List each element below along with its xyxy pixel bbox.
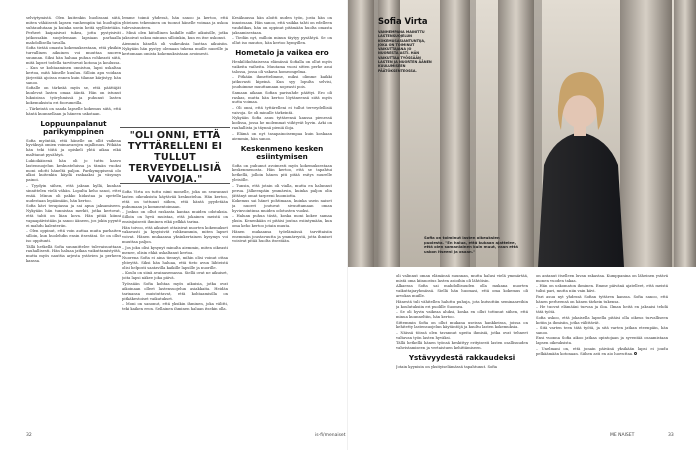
paragraph: Nykyään Sofia asuu tyttärensä kanssa pienessä kodissa, jossa he molemmat viihtyvät hyvin. Arki on rauhallista ja täynnä pieniä iloja.	[232, 116, 332, 131]
paragraph: – Tärkeintä on saada lapselle kokemus siitä, että häntä kuunnellaan ja häneen uskotaan.	[26, 106, 121, 116]
paragraph: Henkilökohtaisessa elämässä Sofialla on ollut myös vaikeita vaiheita. Muutama vuosi sitten perhe asui talossa, jossa oli vakava homeongelma.	[232, 60, 332, 74]
paragraph: Samaan aikaan Sofian parisuhde päättyi. Ero oli raskas, mutta hän kertoo löytäneensä siitä myös uutta voimaa.	[232, 90, 332, 105]
paragraph: – Se oli hyvin vaikeaa aluksi, koska en ollut tottunut siihen, että minua kuunneltiin, hän kertoo.	[396, 310, 528, 320]
paragraph: Sofialle on tärkeää myös se, että päättäjät kuulevat lasten omaa ääntä. Hän on istunut lukuisissa työryhmissä ja puhunut lasten kokemuksista eri foorumeilla.	[26, 86, 121, 106]
paragraph: Pari asuu nyt yhdessä Sofian tyttären kanssa. Sofia sanoo, että hänen perheensä on hänen tärkein tukensa.	[536, 294, 668, 304]
paragraph: Sittemmin Sofia on ollut mukana useissa hankkeissa, joissa on kehitetty lastensuojelun käytäntöjä ja kuultu lasten kokemuksia.	[396, 320, 528, 330]
col1-top-paragraphs	[26, 16, 121, 117]
article-column-1	[26, 16, 121, 428]
paragraph: Alkaessa Sofia sai mahdollisuuden olla mukana nuorten vaikuttajaryhmässä. Siellä hän huomasi, että oma kokemus oli arvokas muille.	[396, 284, 528, 299]
paragraph: – Hän on uskomaton ihminen. Emme päivänä ajatelleet, että meistä tulisi pari, mutta niin vain kävi.	[536, 284, 668, 294]
paragraph: Sofia uskoo, että jokaisella lapsella pitäisi olla oikeus turvalliseen kotiin ja ihmisiin, jotka välittävät.	[536, 315, 668, 325]
end-of-article-icon	[634, 352, 637, 355]
paragraph: Ensi vuonna Sofia aikoo jatkaa opintojaan ja syventää osaamistaan lapsen oikeuksista.	[536, 336, 668, 346]
paragraph: Hänestä tuli vähitellen haluttu puhuja, jota kutsuttiin seminaareihin ja koulutuksiin eri puolille Suomea.	[396, 299, 528, 309]
paragraph: – Oli onni, että tyttärelleni ei tullut terveydellisiä vaivoja. Se oli minulle tärkeintä.	[232, 105, 332, 115]
page-number-right: 33	[668, 433, 674, 438]
paragraph: – Haluan puhua tästä, koska moni kokee samaa yksin. Kenenkään ei pitäisi joutua esiintymään, kun oma keho kertoo jotain muuta.	[232, 214, 332, 229]
paragraph: Jotain kyynisin on yksityiselämässä tapahtunut. Sofia	[396, 365, 498, 370]
paragraph: Sofia Virta on tuttu nimi monelle, joka on seurannut lasten oikeuksista käytävää keskustelua. Hän kertoo, että on tottunut siihen, että häntä pyydetään puhumaan ja kommentoimaan.	[122, 190, 228, 209]
paragraph: lemme toimii yhdessä, hän sanoo ja kertoo, että yhteinen tekeminen on tuonut hänelle voimaa ja uskoa tulevaisuuteen.	[122, 16, 228, 30]
article-column-4	[396, 274, 528, 428]
paragraph: Sofia on puhunut avoimesti myös kokemuksestaan keskenmenosta. Hän kertoo, että se tapahtui hetkellä, jolloin hänen piti pitää esitys suurelle yleisölle.	[232, 163, 332, 183]
pullquote: "OLI ONNI, ETTÄ TYTTÄRELLENI EI TULLUT TERVEYDELLISIÄ VAIVOJA."	[127, 130, 223, 185]
paragraph: Kesäkuussa hän aloitti uuden työn, josta hän on innoissaan. Hän sanoo, että vaikka tahti on edelleen vauhdikas, hän on oppinut pitämään huolta omasta jaksamisestaan.	[232, 16, 332, 35]
paragraph: selviytymistä. Olen kuitenkin huolissani siitä, miten vähäisesti lapsen vanhempiin tai huoltajiin suhtaudutaan ja kuinka usein heitä syyllistetään. Perheet kaipaisivat tukea, jotta pystyisivät jatkossakin suojelemaan lapsiaan parhaalla mahdollisella tavalla.	[26, 16, 121, 45]
paragraph: – He tuovat elämääni turvaa ja iloa. Ilman heitä en jaksaisi tehdä tätä työtä.	[536, 305, 668, 315]
paragraph: – Kun se kohtaaminen onnistuu, lapsi uskaltaa kertoa, mitä hänelle kuuluu. Silloin apu voidaan järjestää ajoissa ennen kuin tilanne kärjistyy, hän sanoo.	[26, 66, 121, 85]
paragraph: – Minä olen kiitollinen kaikille niille aikuisille, jotka jaksoivat uskoa minuun silloinkin, kun en itse uskonut.	[122, 31, 228, 41]
paragraph: Nuorena Sofia ei aina tiennyt, mihin olisi voinut ottaa yhteyttä. Siksi hän haluaa, että tieto avun lähteistä olisi helposti saatavilla kaikille lapsille ja nuorille.	[122, 256, 228, 270]
pullquote-rule-top	[120, 127, 230, 128]
paragraph: – Tiedän nyt, milloin minun täytyy pysähtyä. Se on ollut iso muutos, hän kertoo hymyillen.	[232, 36, 332, 46]
paragraph: – Näissä töissä olen tavannut upeita ihmisiä, jotka ovat tehneet valtavan työn lasten hyväksi.	[396, 330, 528, 340]
paragraph: Tällä hetkellä hänen työnsä keskittyy erityisesti lasten osallisuuden vahvistamiseen ja vertaistuen kehittämiseen.	[396, 341, 528, 351]
section-heading-friendship-love: Ystävyydestä rakkaudeksi	[408, 353, 516, 363]
paragraph: – Sitä varten teen tätä työtä, ja sitä varten jatkan eteenpäin, hän sanoo.	[536, 326, 668, 335]
section-heading-mold-house: Hometalo ja vaikea ero	[235, 48, 329, 58]
paragraph: Kokemus sai hänet pohtimaan, kuinka usein naiset ja nuoret joutuvat sivuuttamaan oman hyvinvointinsa muiden odotusten vuoksi.	[232, 199, 332, 213]
article-column-5	[536, 274, 668, 428]
paragraph: Hän toivoo, että aikuiset ottaisivat nuorten kokemukset vakavasti ja kysyisivät rohkeammin, miten lapset voivat. Hänen mukaansa yksinkertainen kysymys voi muuttaa paljon.	[122, 225, 228, 245]
section-heading-burnout: Loppuunpalanut parikymppinen	[40, 118, 107, 136]
paragraph: Lukioikäisenä hän oli jo tuttu kasvo lastensuojelun keskusteluissa ja tämän vuoksi moni odotti häneltä paljon. Parikymppisenä olo alkoi kuitenkin käydä raskaaksi ja väsymys painoi.	[26, 158, 121, 183]
page-number-left: 32	[26, 433, 32, 438]
article-column-2-bottom	[122, 190, 228, 428]
paragraph: – Elämä on nyt tasapainoisempaa kuin koskaan aiemmin, hän sanoo.	[232, 131, 332, 141]
paragraph: – Tyydyin siihen, että jaksan kyllä, kunhan sinnittelen vielä vähän. Lopulta keho sanoi, ettei enää. Minun oli pakko hidastaa ja opetella uudestaan lepäämään, hän kertoo.	[26, 183, 121, 203]
bio-name: Sofia Virta	[378, 16, 428, 26]
paragraph: Sofia myöntää, että hänelle on ollit vaikeaa hyväksyä omien voimavarojen rajallisuus. Pitkään hän teki töitä ja opiskeli yhtä aikaa eikä malttanut pysähtyä.	[26, 138, 121, 158]
photo-caption: Sofia on toiminut lasten oikeuksien puolesta. "En halua, että kukaan ajattelee, että olen samanlainen kuin muut, vaan että uskon itseeni ja osaan."	[424, 235, 518, 254]
magazine-url: is-fi/menaiset	[315, 433, 346, 438]
paragraph: Sofia tietää omasta kokemuksestaan, että yksikin turvallinen aikuinen voi muuttaa nuoren suunnan. Siksi hän haluaa puhua rohkeasti siitä, mitä lapset todella tarvitsevat kotona ja koulussa.	[26, 46, 121, 65]
paragraph: – Tunsin, että jotain oli vialla, mutta en halunnut perua. Jälkeenpäin ymmärsin, kuinka paljon olin jättänyt omat tarpeeni huomiotta.	[232, 183, 332, 198]
article-column-2-top	[122, 16, 228, 126]
paragraph: – Joskus on ollut raskasta kantaa muiden odotuksia. Silloin on hyvä muistaa, että jokainen meistä on ensisijaisesti ihminen eikä pelkkä tarina.	[122, 210, 228, 225]
paragraph	[536, 347, 668, 357]
paragraph: Aiemmin hänellä oli vaikeuksia luottaa aikuisiin. Nykyään hän pystyy olemaan tukena muille nuorille ja kertomaan omista kokemuksistaan avoimesti.	[122, 41, 228, 56]
paragraph: – Jos joku olisi kysynyt minulta aiemmin, miten oikeasti menee, olisin ehkä uskaltanut kertoa.	[122, 245, 228, 255]
paragraph: Hänen mukaansa työelämässä tarvittaisiin enemmän joustavuutta ja ymmärrystä, jotta ihmiset voisivat pitää huolta itsestään.	[232, 229, 332, 244]
paragraph: on antanut itselleen luvan rakastaa. Kumppanina on läheinen ystävä monen vuoden takaa.	[536, 274, 668, 283]
pullquote-rule-bottom	[120, 183, 230, 184]
paragraph: oli valinnut oman elämänsä suunnan, mutta halusi vielä ymmärtää, mistä oma kiinnostus lasten asioihin oli lähtöisin.	[396, 274, 528, 283]
paragraph: – Olen oppinut, että voin auttaa muita parhaiten silloin, kun huolehdin ensin itsestäni. Se on ollut iso oppitunti.	[26, 229, 121, 243]
article-column-3	[232, 16, 332, 428]
paragraph: – Moni on sanonut, että yksikin ihminen, joka välitti, teki kaiken eron. Sellainen ihminen haluan itsekin olla.	[122, 302, 228, 311]
bio-text: VANHEMPANA MAINITTU LASTENSUOJELUN KOKEMUSASIANTUNTIJA, JOKA ON TOIMINUT VAIKUTTAJANA JO NUORESTA ASTI. HÄN VAIKUTTAA TYÖSSÄÄN LASTEN JA NUORTEN ÄÄNEN KUULUMISEEN PÄÄTÖKSENTEOSSA.	[378, 30, 432, 73]
paragraph: Sofia kävi terapiassa ja sai apua jaksamiseen. Nykyään hän tunnistaa merkit, jotka kertovat, että tahti on liian kova. Hän pitää kiinni vapaapäivistään ja sanoo ääneen, jos jokin pyyntö ei mahdu kalenteriin.	[26, 204, 121, 228]
final-paragraph: – Unelmani on, että jonain päivänä yksikään lapsi ei joudu pelkäämään kotonaan. Siihen asti en aio luovuttaa.	[536, 346, 668, 356]
bio-box	[378, 16, 432, 73]
paragraph: – Koulu on siinä avainasemassa. Siellä ovat ne aikuiset, joita lapsi näkee joka päivä.	[122, 271, 228, 281]
paragraph: Työssään Sofia kohtaa myös aikuisia, jotka ovat aikoinaan olleet lastensuojelun asiakkaita. Heidän tarinansa muistuttavat, että kohtaamisilla on pitkäkestoiset vaikutukset.	[122, 281, 228, 301]
col1-bottom-paragraphs	[26, 139, 121, 265]
paragraph: – Pitkään ihmettelimme, miksi olimme kaikki jatkuvasti kipeinä. Kun syy lopulta selvisi, jouduimme muuttamaan nopeasti pois.	[232, 75, 332, 90]
paragraph: Tällä hetkellä Sofia suunnittelee tulevaisuuttaan rauhallisesti. Hän haluaa jatkaa vaikuttamistyötä, mutta myös nauttia arjesta ystävien ja perheen kanssa.	[26, 244, 121, 264]
magazine-name: ME NAISET	[610, 433, 635, 438]
section-heading-miscarriage: Keskenmeno kesken esiintymisen	[240, 143, 324, 161]
